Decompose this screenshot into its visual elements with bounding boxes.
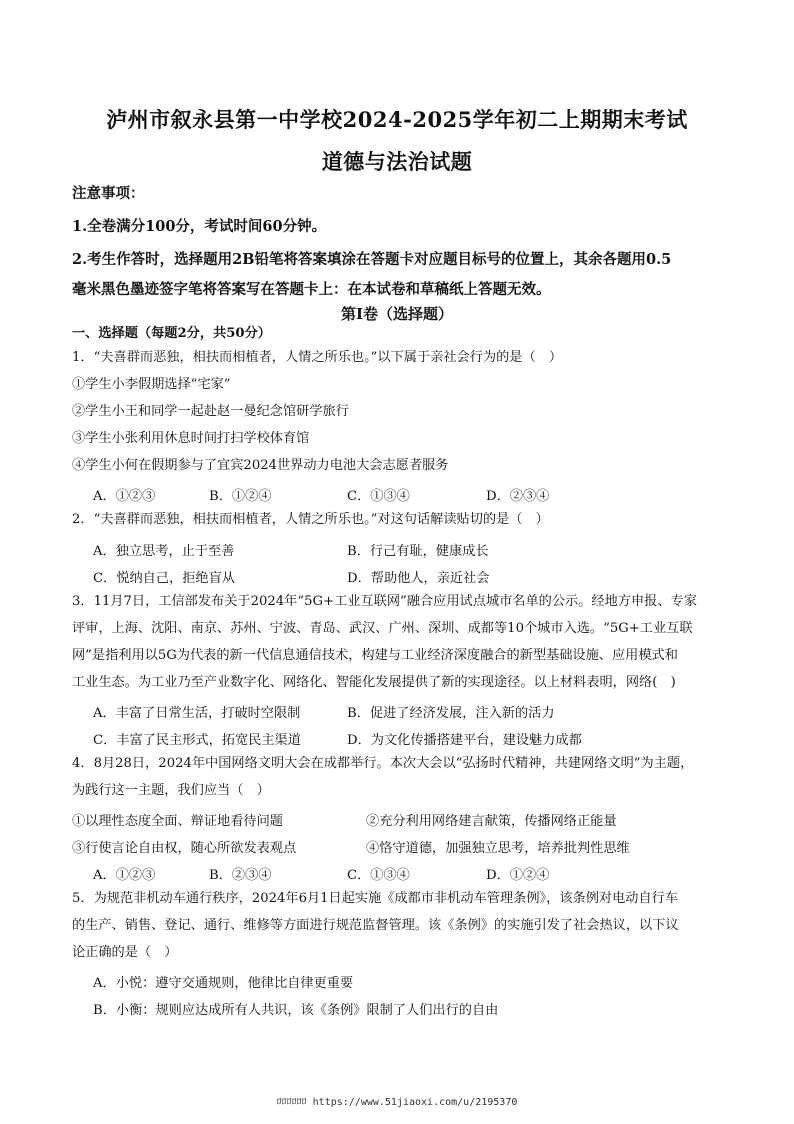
q1-option-a: A．①②③ (93, 489, 156, 504)
q5-option-a: A．小悦：遵守交通规则，他律比自律更重要 (93, 976, 354, 991)
section-title: 第Ⅰ卷（选择题） (340, 305, 454, 323)
q3-line-2: 评审，上海、沈阳、南京、苏州、宁波、青岛、武汉、广州、深圳、成都等10个城市入选。“5G+工业互联 (72, 621, 693, 636)
q1-statement-2: ②学生小王和同学一起赴赵一曼纪念馆研学旅行 (72, 404, 349, 419)
q3-line-4: 工业生态。为工业乃至产业数字化、网络化、智能化发展提供了新的实现途径。以上材料表明，网络( ) (72, 675, 676, 690)
q4-option-b: B．②③④ (209, 868, 272, 883)
q3-option-b: B．促进了经济发展，注入新的活力 (347, 706, 555, 721)
q1-stem: 1．“夫喜群而恶独，相扶而相植者，人情之所乐也。”以下属于亲社会行为的是（ ） (72, 350, 563, 365)
q4-statement-2: ②充分利用网络建言献策，传播网络正能量 (366, 814, 617, 829)
notice-item-2-line-2: 毫米黑色墨迹签字笔将答案写在答题卡上：在本试卷和草稿纸上答题无效。 (72, 281, 551, 298)
notice-heading: 注意事项： (72, 185, 145, 202)
q4-line-2: 为践行这一主题，我们应当（ ） (72, 783, 270, 798)
q5-line-1: 5．为规范非机动车通行秩序，2024年6月1日起实施《成都市非机动车管理条例》，该条例对电动自行车 (72, 891, 679, 906)
q1-option-c: C．①③④ (347, 489, 410, 504)
q3-line-3: 网”是指利用以5G为代表的新一代信息通信技术，构建与工业经济深度融合的新型基础设施、应用模式和 (72, 648, 678, 663)
q4-option-c: C．①③④ (347, 868, 410, 883)
q4-statement-4: ④恪守道德，加强独立思考，培养批判性思维 (366, 841, 630, 856)
exam-title: 泸州市叙永县第一中学校2024-2025学年初二上期期末考试 (106, 107, 688, 132)
q2-option-b: B．行己有耻，健康成长 (347, 544, 489, 559)
notice-item-2-line-1: 2.考生作答时，选择题用2B铅笔将答案填涂在答题卡对应题目标号的位置上，其余各题用0.5 (72, 251, 672, 268)
q4-statement-3: ③行使言论自由权，随心所欲发表观点 (72, 841, 297, 856)
q1-statement-1: ①学生小李假期选择“宅家” (72, 377, 231, 392)
q5-option-b: B．小衡：规则应达成所有人共识，该《条例》限制了人们出行的自由 (93, 1003, 499, 1018)
notice-item-1: 1.全卷满分100分，考试时间60分钟。 (72, 218, 327, 235)
q5-line-2: 的生产、销售、登记、通行、维修等方面进行规范监督管理。该《条例》的实施引发了社会热议，以下议 (72, 918, 679, 933)
q4-option-d: D．①②④ (486, 868, 550, 883)
q4-line-1: 4．8月28日，2024年中国网络文明大会在成都举行。本次大会以“弘扬时代精神，共建网络文明”为主题， (72, 756, 694, 771)
q3-option-c: C．丰富了民主形式，拓宽民主渠道 (93, 733, 301, 748)
q2-option-d: D．帮助他人，亲近社会 (347, 571, 490, 586)
part-heading: 一、选择题（每题2分，共50分） (72, 326, 271, 341)
q5-line-3: 论正确的是（ ） (72, 945, 178, 960)
exam-subtitle: 道德与法治试题 (321, 149, 473, 174)
q4-option-a: A．①②③ (93, 868, 156, 883)
q1-option-d: D．②③④ (486, 489, 550, 504)
footer-url: ﾛﾛﾛﾛﾛﾛ https://www.51jiaoxi.com/u/2195370 (276, 1097, 518, 1108)
q3-option-d: D．为文化传播搭建平台，建设魅力成都 (347, 733, 582, 748)
q1-statement-3: ③学生小张利用休息时间打扫学校体育馆 (72, 431, 310, 446)
q2-stem: 2．“夫喜群而恶独，相扶而相植者，人情之所乐也。”对这句话解读贴切的是（ ） (72, 512, 549, 527)
q1-statement-4: ④学生小何在假期参与了宜宾2024世界动力电池大会志愿者服务 (72, 458, 449, 473)
q4-statement-1: ①以理性态度全面、辩证地看待问题 (72, 814, 283, 829)
q2-option-c: C．悦纳自己，拒绝盲从 (93, 571, 235, 586)
q2-option-a: A．独立思考，止于至善 (93, 544, 235, 559)
q3-option-a: A．丰富了日常生活，打破时空限制 (93, 706, 301, 721)
q3-line-1: 3．11月7日，工信部发布关于2024年“5G+工业互联网”融合应用试点城市名单的公示。经地方申报、专家 (72, 594, 697, 609)
q1-option-b: B．①②④ (209, 489, 272, 504)
